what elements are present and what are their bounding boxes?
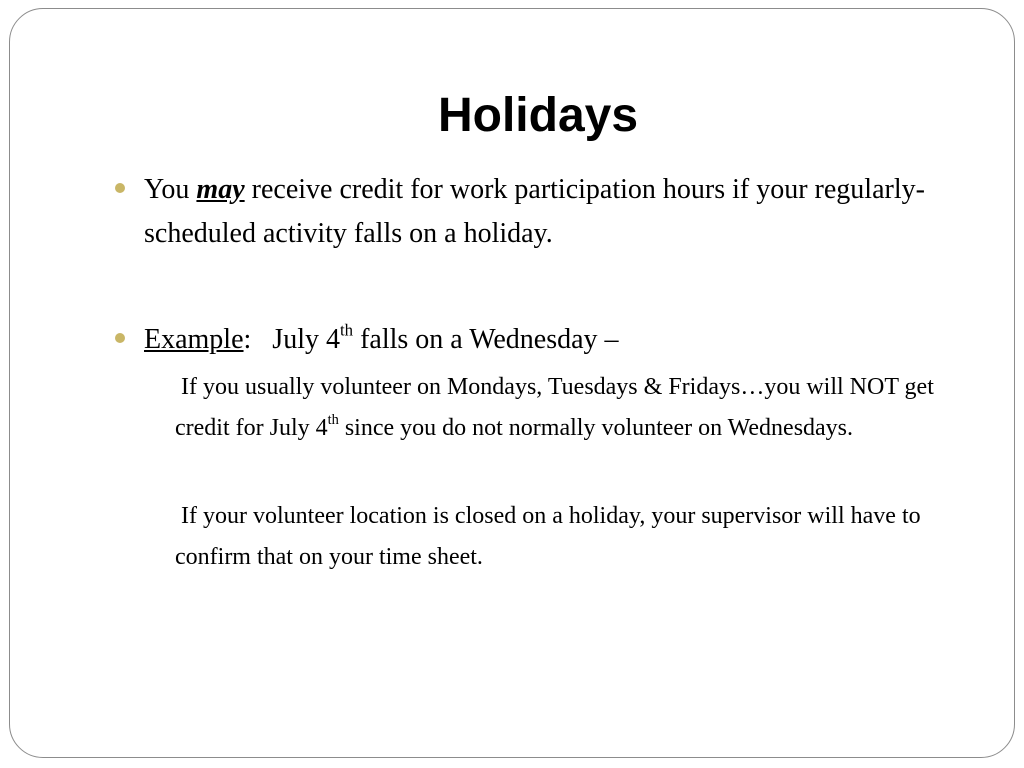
sub-schedule-part1: If you usually volunteer on Mondays, Tuesdays & Fridays…you will NOT get credit for July 4: [175, 374, 934, 441]
bullet-credit-emphasis: may: [196, 174, 245, 205]
bullet-dot-icon: [115, 333, 125, 343]
bullet-example-ordinal: th: [340, 320, 354, 340]
sub-paragraph-closed: [175, 496, 965, 578]
bullet-credit-pre: You: [144, 174, 190, 205]
bullet-example-label: Example: [144, 324, 244, 355]
sub-closed-text: If your volunteer location is closed on a holiday, your supervisor will have to confirm that on your time sheet.: [175, 503, 921, 570]
bullet-credit-post: receive credit for work participation hours if your regularly-scheduled activity falls on a holiday.: [144, 174, 925, 249]
bullet-example-post: falls on a Wednesday –: [353, 324, 619, 355]
sub-schedule-ordinal: th: [327, 412, 339, 429]
bullet-credit: [144, 168, 964, 256]
bullet-example-date: : July 4: [243, 324, 340, 355]
sub-schedule-part2: since you do not normally volunteer on Wednesdays.: [338, 415, 854, 441]
sub-paragraph-schedule: [175, 367, 965, 449]
bullet-example: [144, 318, 964, 362]
bullet-dot-icon: [115, 183, 125, 193]
slide-title: Holidays: [437, 89, 639, 142]
